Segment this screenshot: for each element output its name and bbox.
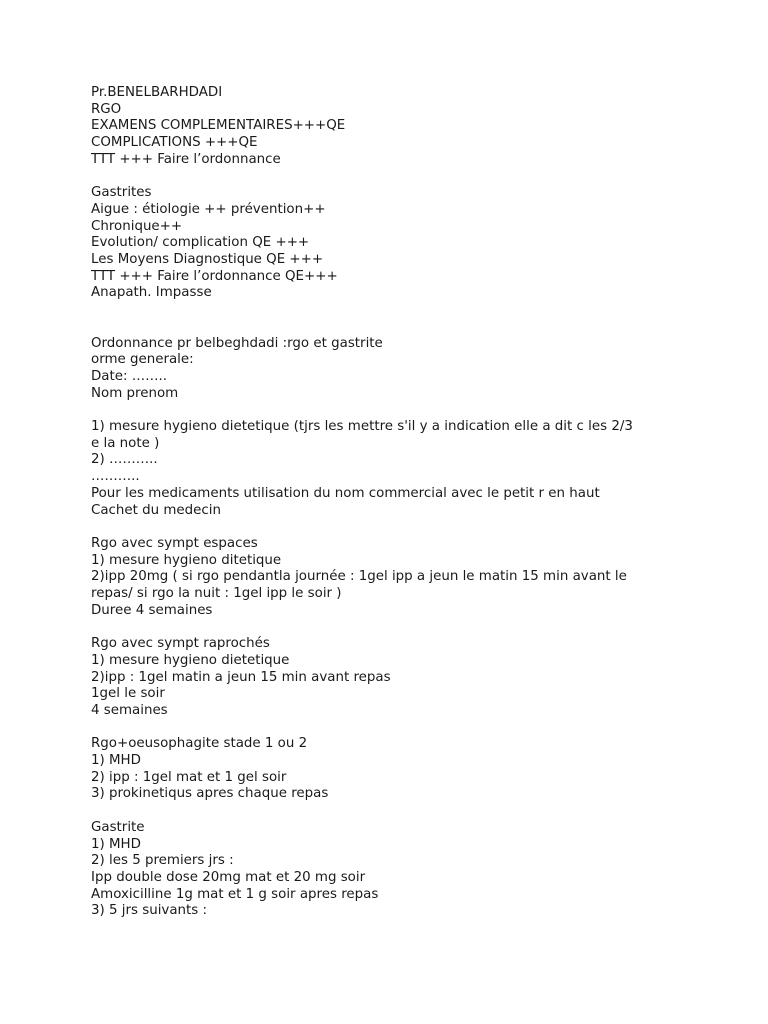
text-line: e la note )	[91, 435, 160, 451]
section-title: Rgo avec sympt espaces	[91, 535, 258, 551]
rgo-ttt-line: TTT +++ Faire l’ordonnance	[91, 151, 281, 167]
rgo-espaces-section	[91, 536, 711, 620]
text-line: Anapath. Impasse	[91, 285, 212, 301]
text-line: 1) mesure hygieno dietetique (tjrs les mettre s'il y a indication elle a dit c les 2/3	[91, 419, 633, 435]
text-line: Duree 4 semaines	[91, 602, 213, 618]
spacer	[91, 169, 711, 186]
text-line: 1gel le soir	[91, 686, 165, 702]
text-line: orme generale:	[91, 352, 194, 368]
rgo-rapproches-section	[91, 636, 711, 720]
text-line: 1) mesure hygieno ditetique	[91, 552, 282, 568]
rgo-oesophagite-section	[91, 736, 711, 803]
section-title: Gastrites	[91, 185, 152, 201]
text-line: 2) les 5 premiers jrs :	[91, 853, 234, 869]
text-line: Chronique++	[91, 218, 183, 234]
spacer	[91, 619, 711, 636]
text-line: Ipp double dose 20mg mat et 20 mg soir	[91, 869, 366, 885]
text-line: Amoxicilline 1g mat et 1 g soir apres repas	[91, 886, 379, 902]
text-line: repas/ si rgo la nuit : 1gel ipp le soir )	[91, 586, 342, 602]
header-section	[91, 85, 711, 169]
spacer	[91, 803, 711, 820]
text-line: 2)ipp 20mg ( si rgo pendantla journée : 1gel ipp a jeun le matin 15 min avant le	[91, 569, 627, 585]
gastrites-section	[91, 185, 711, 302]
spacer	[91, 302, 711, 335]
text-line: 4 semaines	[91, 702, 168, 718]
document-page	[91, 85, 711, 920]
text-line: 1) MHD	[91, 836, 141, 852]
text-line: Aigue : étiologie ++ prévention++	[91, 201, 326, 217]
text-line: 2)ipp : 1gel matin a jeun 15 min avant repas	[91, 669, 391, 685]
text-line: Nom prenom	[91, 385, 179, 401]
text-line: 1) mesure hygieno dietetique	[91, 652, 290, 668]
text-line: ………..	[91, 469, 140, 485]
text-line: 2) ipp : 1gel mat et 1 gel soir	[91, 769, 287, 785]
text-line: 3) prokinetiqus apres chaque repas	[91, 786, 329, 802]
gastrite-ttt-section	[91, 820, 711, 920]
section-title: Gastrite	[91, 819, 145, 835]
section-title: Rgo+oeusophagite stade 1 ou 2	[91, 736, 308, 752]
text-line: Evolution/ complication QE +++	[91, 235, 310, 251]
author-line: Pr.BENELBARHDADI	[91, 85, 223, 100]
spacer	[91, 720, 711, 737]
text-line: TTT +++ Faire l’ordonnance QE+++	[91, 268, 338, 284]
text-line: Pour les medicaments utilisation du nom commercial avec le petit r en haut	[91, 485, 600, 501]
section-title: Rgo avec sympt raprochés	[91, 636, 270, 652]
text-line: Les Moyens Diagnostique QE +++	[91, 252, 324, 268]
text-line: 1) MHD	[91, 753, 141, 769]
rgo-complications-line: COMPLICATIONS +++QE	[91, 135, 258, 151]
ordonnance-section	[91, 336, 711, 520]
rgo-title: RGO	[91, 101, 122, 117]
text-line: Cachet du medecin	[91, 502, 221, 518]
text-line: 2) ………..	[91, 452, 158, 468]
section-title: Ordonnance pr belbeghdadi :rgo et gastrite	[91, 335, 383, 351]
text-line: 3) 5 jrs suivants :	[91, 903, 208, 919]
rgo-exams-line: EXAMENS COMPLEMENTAIRES+++QE	[91, 118, 346, 134]
spacer	[91, 402, 711, 419]
spacer	[91, 519, 711, 536]
text-line: Date: ……..	[91, 368, 168, 384]
